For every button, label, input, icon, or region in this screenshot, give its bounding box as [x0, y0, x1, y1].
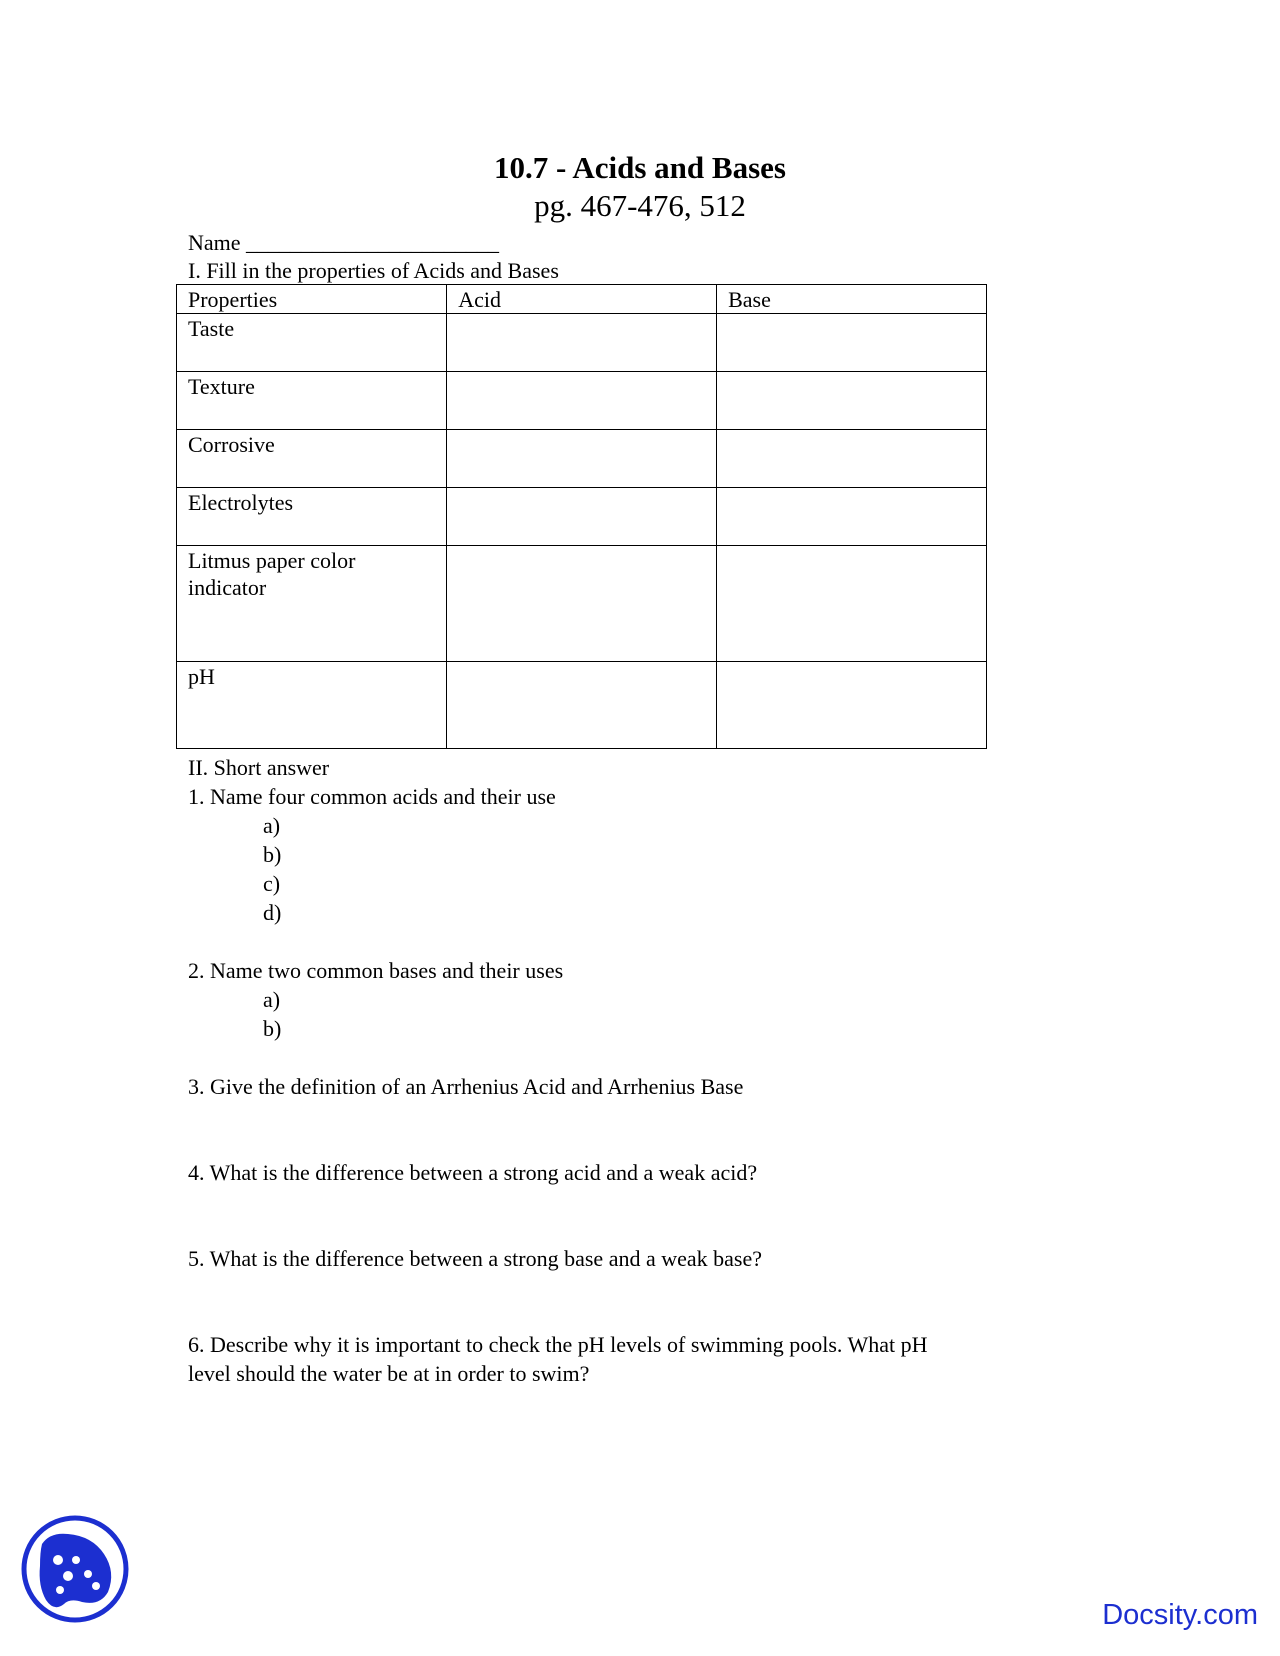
question-2: 2. Name two common bases and their uses: [188, 958, 564, 983]
page-title: 10.7 - Acids and Bases: [494, 150, 786, 185]
q1-option-b: b): [263, 842, 282, 867]
acid-cell: [447, 488, 717, 546]
properties-table: [176, 284, 987, 749]
row-label-ph: pH: [177, 662, 447, 749]
docsity-brand-link[interactable]: Docsity.com: [1102, 1599, 1258, 1631]
acid-cell: [447, 662, 717, 749]
row-label-litmus: Litmus paper color indicator: [177, 546, 447, 662]
table-row: [177, 372, 987, 430]
acid-cell: [447, 430, 717, 488]
page-subtitle: pg. 467-476, 512: [534, 188, 746, 223]
q1-option-d: d): [263, 900, 282, 925]
header-properties: Properties: [177, 285, 447, 314]
table-row: [177, 430, 987, 488]
name-field-line: Name _______________________: [188, 230, 500, 255]
base-cell: [717, 546, 987, 662]
base-cell: [717, 662, 987, 749]
base-cell: [717, 314, 987, 372]
header-base: Base: [717, 285, 987, 314]
acid-cell: [447, 314, 717, 372]
q1-option-c: c): [263, 871, 281, 896]
base-cell: [717, 372, 987, 430]
question-6-line1: 6. Describe why it is important to check the pH levels of swimming pools. What pH: [188, 1332, 928, 1357]
table-header-row: [177, 285, 987, 314]
section2-heading: II. Short answer: [188, 755, 330, 780]
table-row: [177, 314, 987, 372]
row-label-electrolytes: Electrolytes: [177, 488, 447, 546]
row-label-texture: Texture: [177, 372, 447, 430]
question-5: 5. What is the difference between a strong base and a weak base?: [188, 1246, 762, 1271]
q1-option-a: a): [263, 813, 281, 838]
section1-heading: I. Fill in the properties of Acids and Bases: [188, 258, 559, 283]
question-3: 3. Give the definition of an Arrhenius Acid and Arrhenius Base: [188, 1074, 744, 1099]
q2-option-a: a): [263, 987, 281, 1012]
row-label-corrosive: Corrosive: [177, 430, 447, 488]
question-1: 1. Name four common acids and their use: [188, 784, 556, 809]
acid-cell: [447, 546, 717, 662]
question-4: 4. What is the difference between a strong acid and a weak acid?: [188, 1160, 758, 1185]
docsity-logo-icon: [20, 1514, 130, 1624]
q2-option-b: b): [263, 1016, 282, 1041]
table-row: [177, 488, 987, 546]
row-label-taste: Taste: [177, 314, 447, 372]
header-acid: Acid: [447, 285, 717, 314]
base-cell: [717, 488, 987, 546]
acid-cell: [447, 372, 717, 430]
question-6-line2: level should the water be at in order to swim?: [188, 1361, 590, 1386]
table-row: [177, 662, 987, 749]
base-cell: [717, 430, 987, 488]
table-row: [177, 546, 987, 662]
